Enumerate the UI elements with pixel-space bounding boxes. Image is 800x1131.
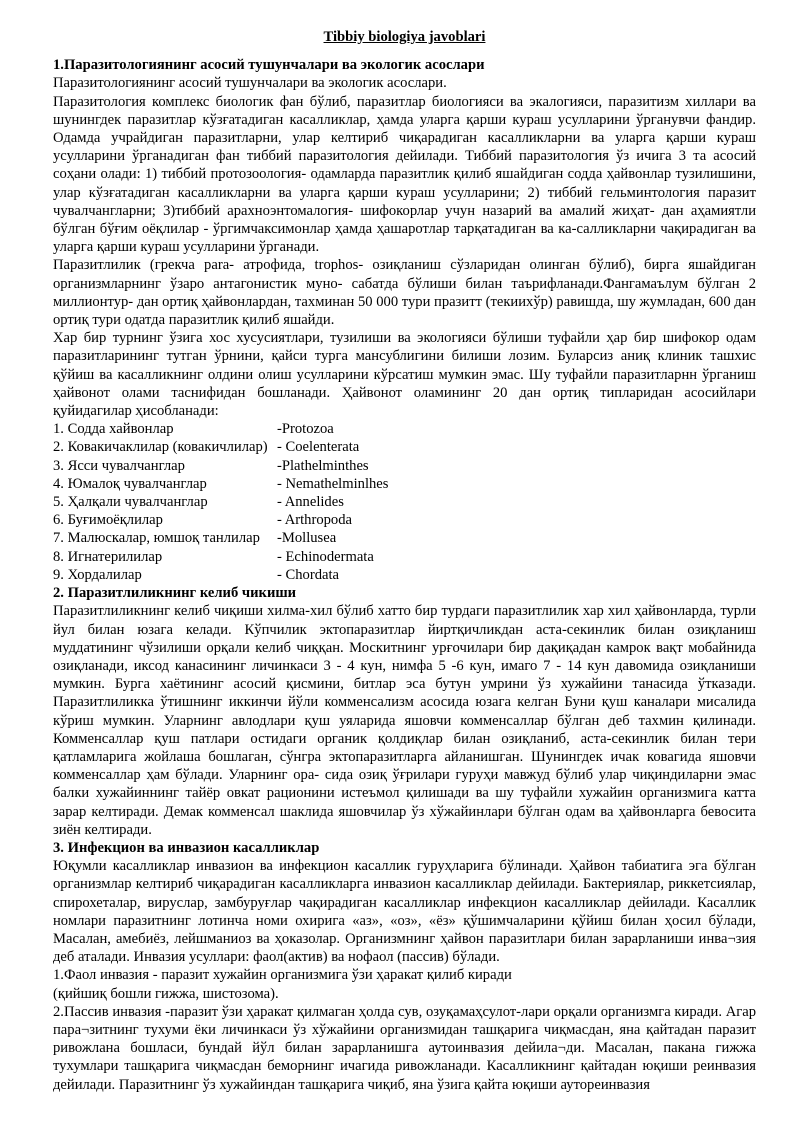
phylum-name: 1. Содда хайвонлар <box>53 421 174 438</box>
phylum-latin: - Echinodermata <box>277 548 374 565</box>
phylum-latin: -Plathelminthes <box>277 457 369 474</box>
section-3-paragraph: Юқумли касалликлар инвазион ва инфекцион касаллик гуруҳларига бўлинади. Ҳайвон табиатига эга бўлган организмлар келтириб чиқарадиган касалликларга инвазион касалликлар дейилади. Бактериялар, риккетсиялар, спирохеталар, вируслар, замбуруғлар чақирадиган касалликлар инфекцион касалликлар дейилади. Касаллик номлари паразитнинг лотинча номи охирига «аз», «оз», «ёз» қўшимчаларини қўйиш билан ҳосил бўлади, Масалан, амебиёз, лейшманиоз ва ҳоказолар. Организмнинг ҳайвон паразитлари билан зарарланиши инва¬зия деб аталади. Инвазия усуллари: фаол(актив) ва нофаол (пассив) бўлади. <box>53 858 756 966</box>
phylum-item <box>53 493 756 511</box>
phylum-latin: - Coelenterata <box>277 439 360 456</box>
phylum-name: 6. Буғимоёқлилар <box>53 512 163 529</box>
phylum-name: 7. Малюскалар, юмшоқ танлилар <box>53 530 260 547</box>
section-1-heading: 1.Паразитологиянинг асосий тушунчалари ва экологик асослари <box>53 57 485 74</box>
phylum-latin: - Nemathelminlhes <box>277 475 389 492</box>
phylum-name: 8. Игнатерилилар <box>53 548 163 565</box>
section-1-paragraph: Паразитологиянинг асосий тушунчалари ва экологик асослари. <box>53 75 447 92</box>
section-1-paragraph: Паразитология комплекс биологик фан бўлиб, паразитлар биологияси ва экалогияси, паразитизм хиллари ва шунингдек паразитлар кўзғатадиган касалликлар, ҳамда уларга қарши кураш усулларини ўрганувчи фандир. Одамда учрайдиган паразитларни, улар келтириб чиқарадиган касалликларни ва уларга қарши кураш усулларини ўрганадиган фан тиббий паразитология дейилади. Тиббий паразитология ўз ичига 3 та асосий соҳани олади: 1) тиббий протозоология- одамларда паразитлик қилиб яшайдиган содда ҳайвонлар тузилишини, улар кўзғатадиган касалликларни ва уларга қарши кураш усулларини; 2) тиббий гельминтология паразит чувалчангларни; 3)тиббий арахноэнтомалогия- шифокорлар учун назарий ва амалий жиҳат- дан аҳамиятли бўлган бўғим оёқлилар - ўргимчаксимонлар ҳамда ҳашаротлар тарқатадиган ва ка-салликларни чақирадиган ва уларга қарши кураш усулларини ўрганади. <box>53 93 756 256</box>
document-title: Tibbiy biologiya javoblari <box>323 29 486 45</box>
section-1-paragraph: Паразитлилик (грекча рara- атрофида, trophos- озиқланиш сўзларидан олинган бўлиб), бирга яшайдиган организмларнинг ўзаро антагонистик муно- сабатда бўлиши билан таърифланади.Фангамаълум бўлган 2 миллионтур- дан ортиқ ҳайвонлардан, тахминан 50 000 тури празитт (текиихўр) равишда, шу жумладан, 600 дан ортиқ тури одатда паразитлик қилиб яшайди. <box>53 257 756 329</box>
section-3-heading: 3. Инфекцион ва инвазион касалликлар <box>53 839 320 856</box>
phylum-item <box>53 420 756 438</box>
section-3-paragraph: 2.Пассив инвазия -паразит ўзи ҳаракат қилмаган ҳолда сув, озуқамаҳсулот-лари орқали организмга киради. Агар пара¬зитнинг тухуми ёки личинкаси ўз хўжайини организмидан ташқарига чиқмасдан, яна қайтадан паразит ривожлана бошласи, бундай йўл билан зарарланишга аутоинвазия дейила¬ди. Масалан, пакана гижжа тухумлари ташқарига чиқмасдан беморнинг ичагида ривожланади. Касалликнинг қайтадан юқиши реинвазия дейилади. Паразитнинг ўз хужайиндан ташқарига чиқиб, яна ўзига қайта юқиши аутореинвазия <box>53 1003 756 1093</box>
phylum-name: 9. Хордалилар <box>53 566 142 583</box>
phylum-item <box>53 457 756 475</box>
section-3-paragraph: (қийшиқ бошли гижжа, шистозома). <box>53 985 279 1002</box>
phylum-latin: - Arthropoda <box>277 512 352 529</box>
phyla-list <box>53 420 756 584</box>
phylum-latin: -Mollusea <box>277 530 337 547</box>
section-1-paragraph: Хар бир турнинг ўзига хос хусусиятлари, тузилиши ва экологияси бўлиши туфайли ҳар бир шифокор одам паразитларининг тутган ўрнини, қайси турга мансублигини билиши лозим. Буларсиз аниқ клиник ташхис қўйиш ва касалликнинг олдини олиш усулларини кўрсатиш мумкин эмас. Шу туфайли паразитларнн ўрганиш ҳайвонот олами таснифидан бошланади. Ҳайвонот оламининг 20 дан ортиқ типларидан асосийлари қуйидагилар ҳисобланади: <box>53 330 756 420</box>
phylum-item <box>53 438 756 456</box>
phylum-name: 3. Ясси чувалчанглар <box>53 457 185 474</box>
phylum-latin: -Protozoa <box>277 421 334 438</box>
phylum-item <box>53 529 756 547</box>
phylum-item <box>53 475 756 493</box>
phylum-item <box>53 548 756 566</box>
section-2-heading: 2. Паразитлиликнинг келиб чикиши <box>53 585 297 602</box>
phylum-name: 4. Юмалоқ чувалчанглар <box>53 475 207 492</box>
phylum-name: 5. Ҳалқали чувалчанглар <box>53 494 208 511</box>
phylum-name: 2. Ковакичаклилар (ковакичлилар) <box>53 439 268 456</box>
phylum-item <box>53 511 756 529</box>
phylum-latin: - Annelides <box>277 494 344 511</box>
section-2-paragraph: Паразитлиликнинг келиб чиқиши хилма-хил бўлиб хатто бир турдаги паразитлилик хар хил ҳайвонларда, турли йул билан юзага келади. Кўпчилик эктопаразитлар йиртқичликдан аста-секинлик билан озиқланиш муддатининг чўзилиши орқали келиб чиққан. Москитнинг урғочилари бир дақиқадан камрок вақт мобайнида озиқланади, иксод канасининг личинкаси 3 - 4 кун, нимфа 5 -6 кун, имаго 7 - 14 кун давомида озиқланиши мумкин. Бурга хаётининг асосий қисмини, битлар эса бутун умрини ўз хужайини танасида ўтказади. Паразитлиликка ўтишнинг иккинчи йўли комменсализм асосида юзага келган Буни қуш каналари мисалида кўриш мумкин. Уларнинг авлодлари қуш уяларида яшовчи комменсаллар бўлган деб тахмин қилинади. Комменсаллар қуш патлари остидаги органик қолдиқлар билан озиқланиб, аста-секинлик билан тери қатламларига жойлаша бошлаган, сўнгра эктопаразитларга айланишган. Шунингдек ичак ковагида яшовчи комменсаллар ҳам бўлади. Уларнинг ора- сида озиқ ўғрилари гуруҳи мавжуд бўлиб улар чиқиндиларни эмас балки хужайиннинг тайёр овкат рационини истеъмол қилишади ва шу туфайли хужайин организмига катта зарар келтиради. Демак комменсал шаклида яшовчилар ўз хўжайинлари бўлган одам ва ҳайвонларга бевосита зиён келтиради. <box>53 603 756 838</box>
phylum-item <box>53 566 756 584</box>
phylum-latin: - Chordata <box>277 566 340 583</box>
section-3-paragraph: 1.Фаол инвазия - паразит хужайин организмига ўзи ҳаракат қилиб киради <box>53 967 512 984</box>
